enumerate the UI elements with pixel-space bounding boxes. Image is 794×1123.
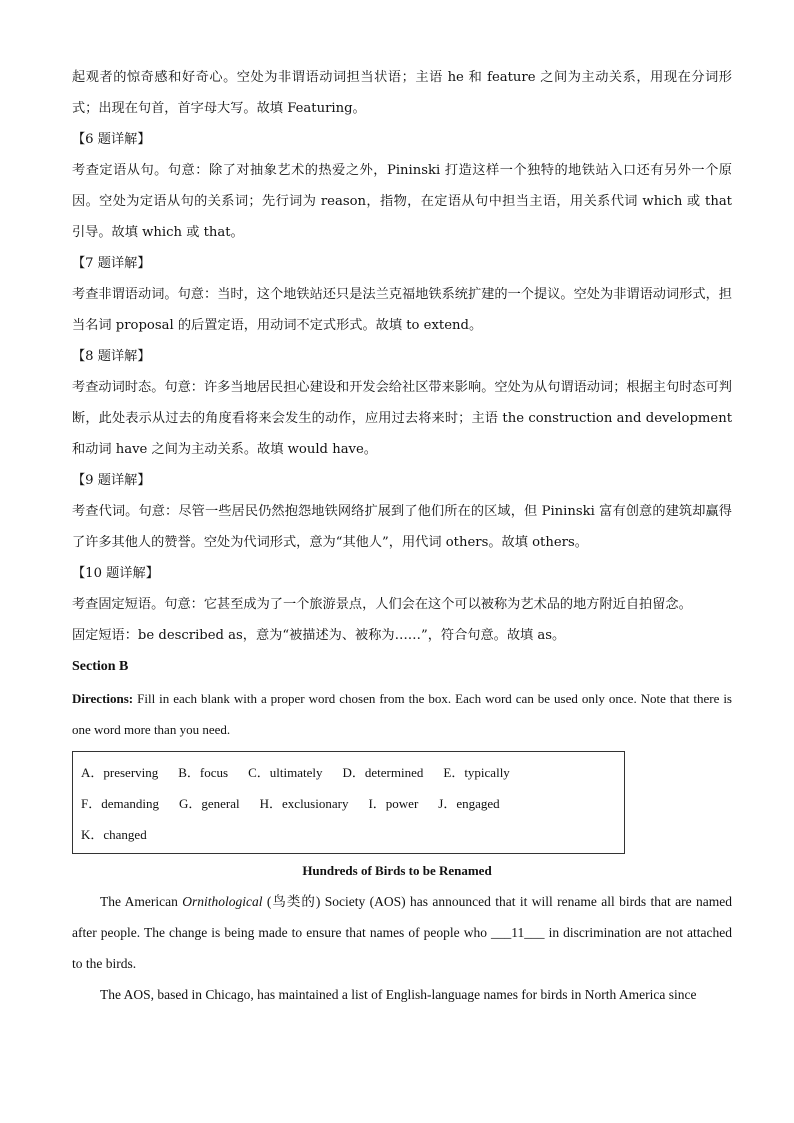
directions-text: Fill in each blank with a proper word chosen from the box. Each word can be used only once. Note that there is one word more than you need. xyxy=(72,691,732,737)
q8-explanation: 考查动词时态。句意：许多当地居民担心建设和开发会给社区带来影响。空处为从句谓语动词；根据主句时态可判断，此处表示从过去的角度看将来会发生的动作，应用过去将来时；主语 the construction and development 和动词 have 之间为主动关系。故填 would have。 xyxy=(72,380,732,457)
word-option-c: C．ultimately xyxy=(248,765,323,780)
p1-italic: Ornithological xyxy=(182,894,263,909)
q7-header: 【7 题详解】 xyxy=(72,256,151,271)
word-option-e: E．typically xyxy=(443,765,510,780)
q6-header: 【6 题详解】 xyxy=(72,132,151,147)
word-option-h: H．exclusionary xyxy=(259,796,349,811)
word-option-d: D．determined xyxy=(342,765,424,780)
word-box-row-2 xyxy=(81,788,616,819)
q8-header: 【8 题详解】 xyxy=(72,349,151,364)
directions xyxy=(72,683,732,745)
article-paragraph-1 xyxy=(72,886,732,979)
q10-phrase-note: 固定短语：be described as，意为“被描述为、被称为……”，符合句意。故填 as。 xyxy=(72,628,566,643)
q6-explanation: 考查定语从句。句意：除了对抽象艺术的热爱之外，Pininski 打造这样一个独特的地铁站入口还有另外一个原因。空处为定语从句的关系词；先行词为 reason，指物，在定语从句中担当主语，用关系代词 which 或 that 引导。故填 which 或 that。 xyxy=(72,163,732,240)
word-option-j: J．engaged xyxy=(438,796,500,811)
article-paragraph-2: The AOS, based in Chicago, has maintained a list of English-language names for birds in North America since xyxy=(100,987,697,1002)
q9-explanation: 考查代词。句意：尽管一些居民仍然抱怨地铁网络扩展到了他们所在的区域，但 Pininski 富有创意的建筑却赢得了许多其他人的赞誉。空处为代词形式，意为“其他人”，用代词 others。故填 others。 xyxy=(72,504,732,550)
word-option-g: G．general xyxy=(179,796,240,811)
article-title: Hundreds of Birds to be Renamed xyxy=(302,863,492,878)
word-option-f: F．demanding xyxy=(81,796,159,811)
q10-explanation: 考查固定短语。句意：它甚至成为了一个旅游景点，人们会在这个可以被称为艺术品的地方附近自拍留念。 xyxy=(72,597,692,612)
word-box xyxy=(72,751,625,854)
word-option-k: K．changed xyxy=(81,827,147,842)
word-option-i: I．power xyxy=(368,796,419,811)
blank-11[interactable]: ___11___ xyxy=(491,925,545,940)
p1-text-c: in discrimination are not attached to the birds. xyxy=(72,925,732,971)
word-option-a: A．preserving xyxy=(81,765,159,780)
word-box-row-1 xyxy=(81,757,616,788)
explanation-continuation: 起观者的惊奇感和好奇心。空处为非谓语动词担当状语；主语 he 和 feature 之间为主动关系，用现在分词形式；出现在句首，首字母大写。故填 Featuring。 xyxy=(72,70,732,116)
q9-header: 【9 题详解】 xyxy=(72,473,151,488)
p1-text-b: (鸟类的) Society (AOS) has announced that it will rename all birds that are named after people. The change is being made to ensure that names of people who xyxy=(72,894,732,940)
p1-text-a: The American xyxy=(100,894,183,909)
q10-header: 【10 题详解】 xyxy=(72,566,159,581)
section-b-title: Section B xyxy=(72,659,129,674)
directions-label: Directions: xyxy=(72,691,134,706)
word-box-row-3 xyxy=(81,819,616,850)
document-page xyxy=(72,62,732,1010)
word-option-b: B．focus xyxy=(178,765,229,780)
q7-explanation: 考查非谓语动词。句意：当时，这个地铁站还只是法兰克福地铁系统扩建的一个提议。空处为非谓语动词形式，担当名词 proposal 的后置定语，用动词不定式形式。故填 to extend。 xyxy=(72,287,732,333)
